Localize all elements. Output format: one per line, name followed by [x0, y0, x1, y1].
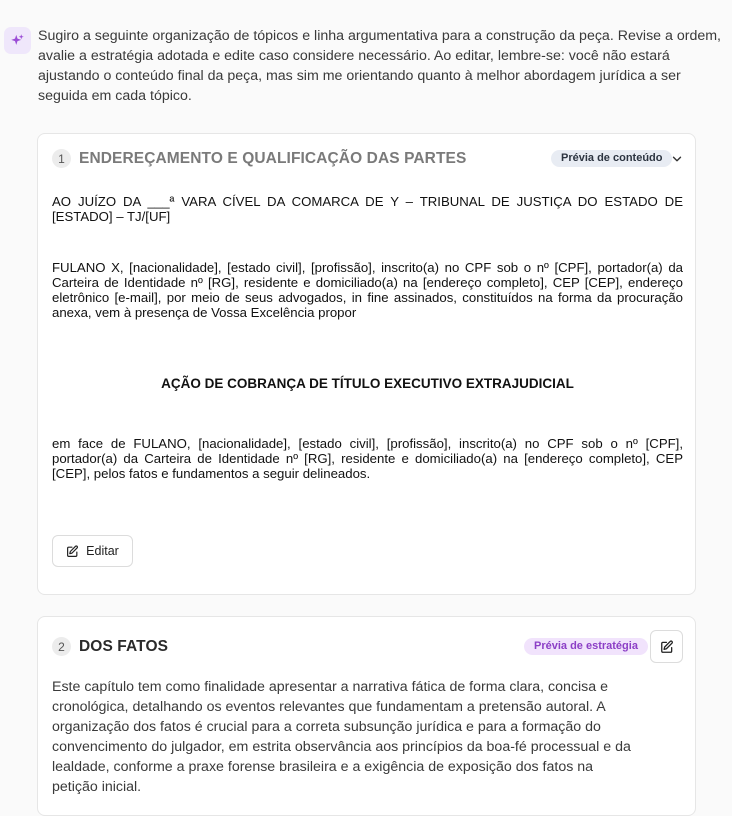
doc-plaintiff-qualification: FULANO X, [nacionalidade], [estado civil], [profissão], inscrito(a) no CPF sob o nº [CPF], portador(a) da Carteira de Identidade nº [RG], residente e domiciliado(a) na [endereço completo], CEP [CEP], endereço eletrônico [e-mail], por meio de seus advogados, in fine assinados, constituídos na forma da procuração anexa, vem à presença de Vossa Excelência propor: [52, 260, 683, 320]
doc-addressing: AO JUÍZO DA ___ª VARA CÍVEL DA COMARCA DE Y – TRIBUNAL DE JUSTIÇA DO ESTADO DE [ESTADO] – TJ/[UF]: [52, 194, 683, 224]
strategy-description: Este capítulo tem como finalidade apresentar a narrativa fática de forma clara, concisa e cronológica, detalhando os eventos relevantes que fundamentam a pretensão autoral. A organização dos fatos é crucial para a correta subsunção jurídica e para a formação do convencimento do julgador, em estrita observância aos princípios da boa-fé processual e da lealdade, conforme a praxe forense brasileira e a exigência de exposição dos fatos na petição inicial.: [52, 679, 631, 795]
chevron-down-icon[interactable]: [670, 152, 684, 166]
ai-assistant-avatar: [4, 27, 31, 54]
sparkle-icon: [10, 33, 25, 48]
doc-defendant-qualification: em face de FULANO, [nacionalidade], [estado civil], [profissão], inscrito(a) no CPF sob o nº [CPF], portador(a) da Carteira de Identidade nº [RG], residente e domiciliado(a) na [endereço completo], CEP [CEP], pelos fatos e fundamentos a seguir delineados.: [52, 436, 683, 481]
edit-button[interactable]: [52, 535, 133, 567]
content-preview-badge: Prévia de conteúdo: [551, 150, 672, 167]
topic-number: 2: [52, 637, 71, 656]
topic-number: 1: [52, 149, 71, 168]
edit-topic-button[interactable]: [650, 630, 683, 663]
assistant-intro-message: Sugiro a seguinte organização de tópicos e linha argumentativa para a construção da peça. Revise a ordem, avalie a estratégia adotada e edite caso considere necessário. Ao editar, lembre-se: você não estará ajustando o conteúdo final da peça, mas sim me orientando quanto à melhor abordagem jurídica a ser seguida em cada tópico.: [38, 28, 721, 104]
strategy-preview-badge: Prévia de estratégia: [524, 638, 648, 655]
edit-icon: [66, 545, 79, 558]
edit-button-label: Editar: [86, 544, 119, 558]
topic-title: DOS FATOS: [79, 638, 169, 655]
topic-title: ENDEREÇAMENTO E QUALIFICAÇÃO DAS PARTES: [79, 150, 467, 167]
topic-card-2: [37, 616, 696, 816]
edit-icon: [660, 640, 674, 654]
topic-card-1: [37, 133, 696, 595]
doc-action-title: AÇÃO DE COBRANÇA DE TÍTULO EXECUTIVO EXTRAJUDICIAL: [161, 376, 574, 391]
